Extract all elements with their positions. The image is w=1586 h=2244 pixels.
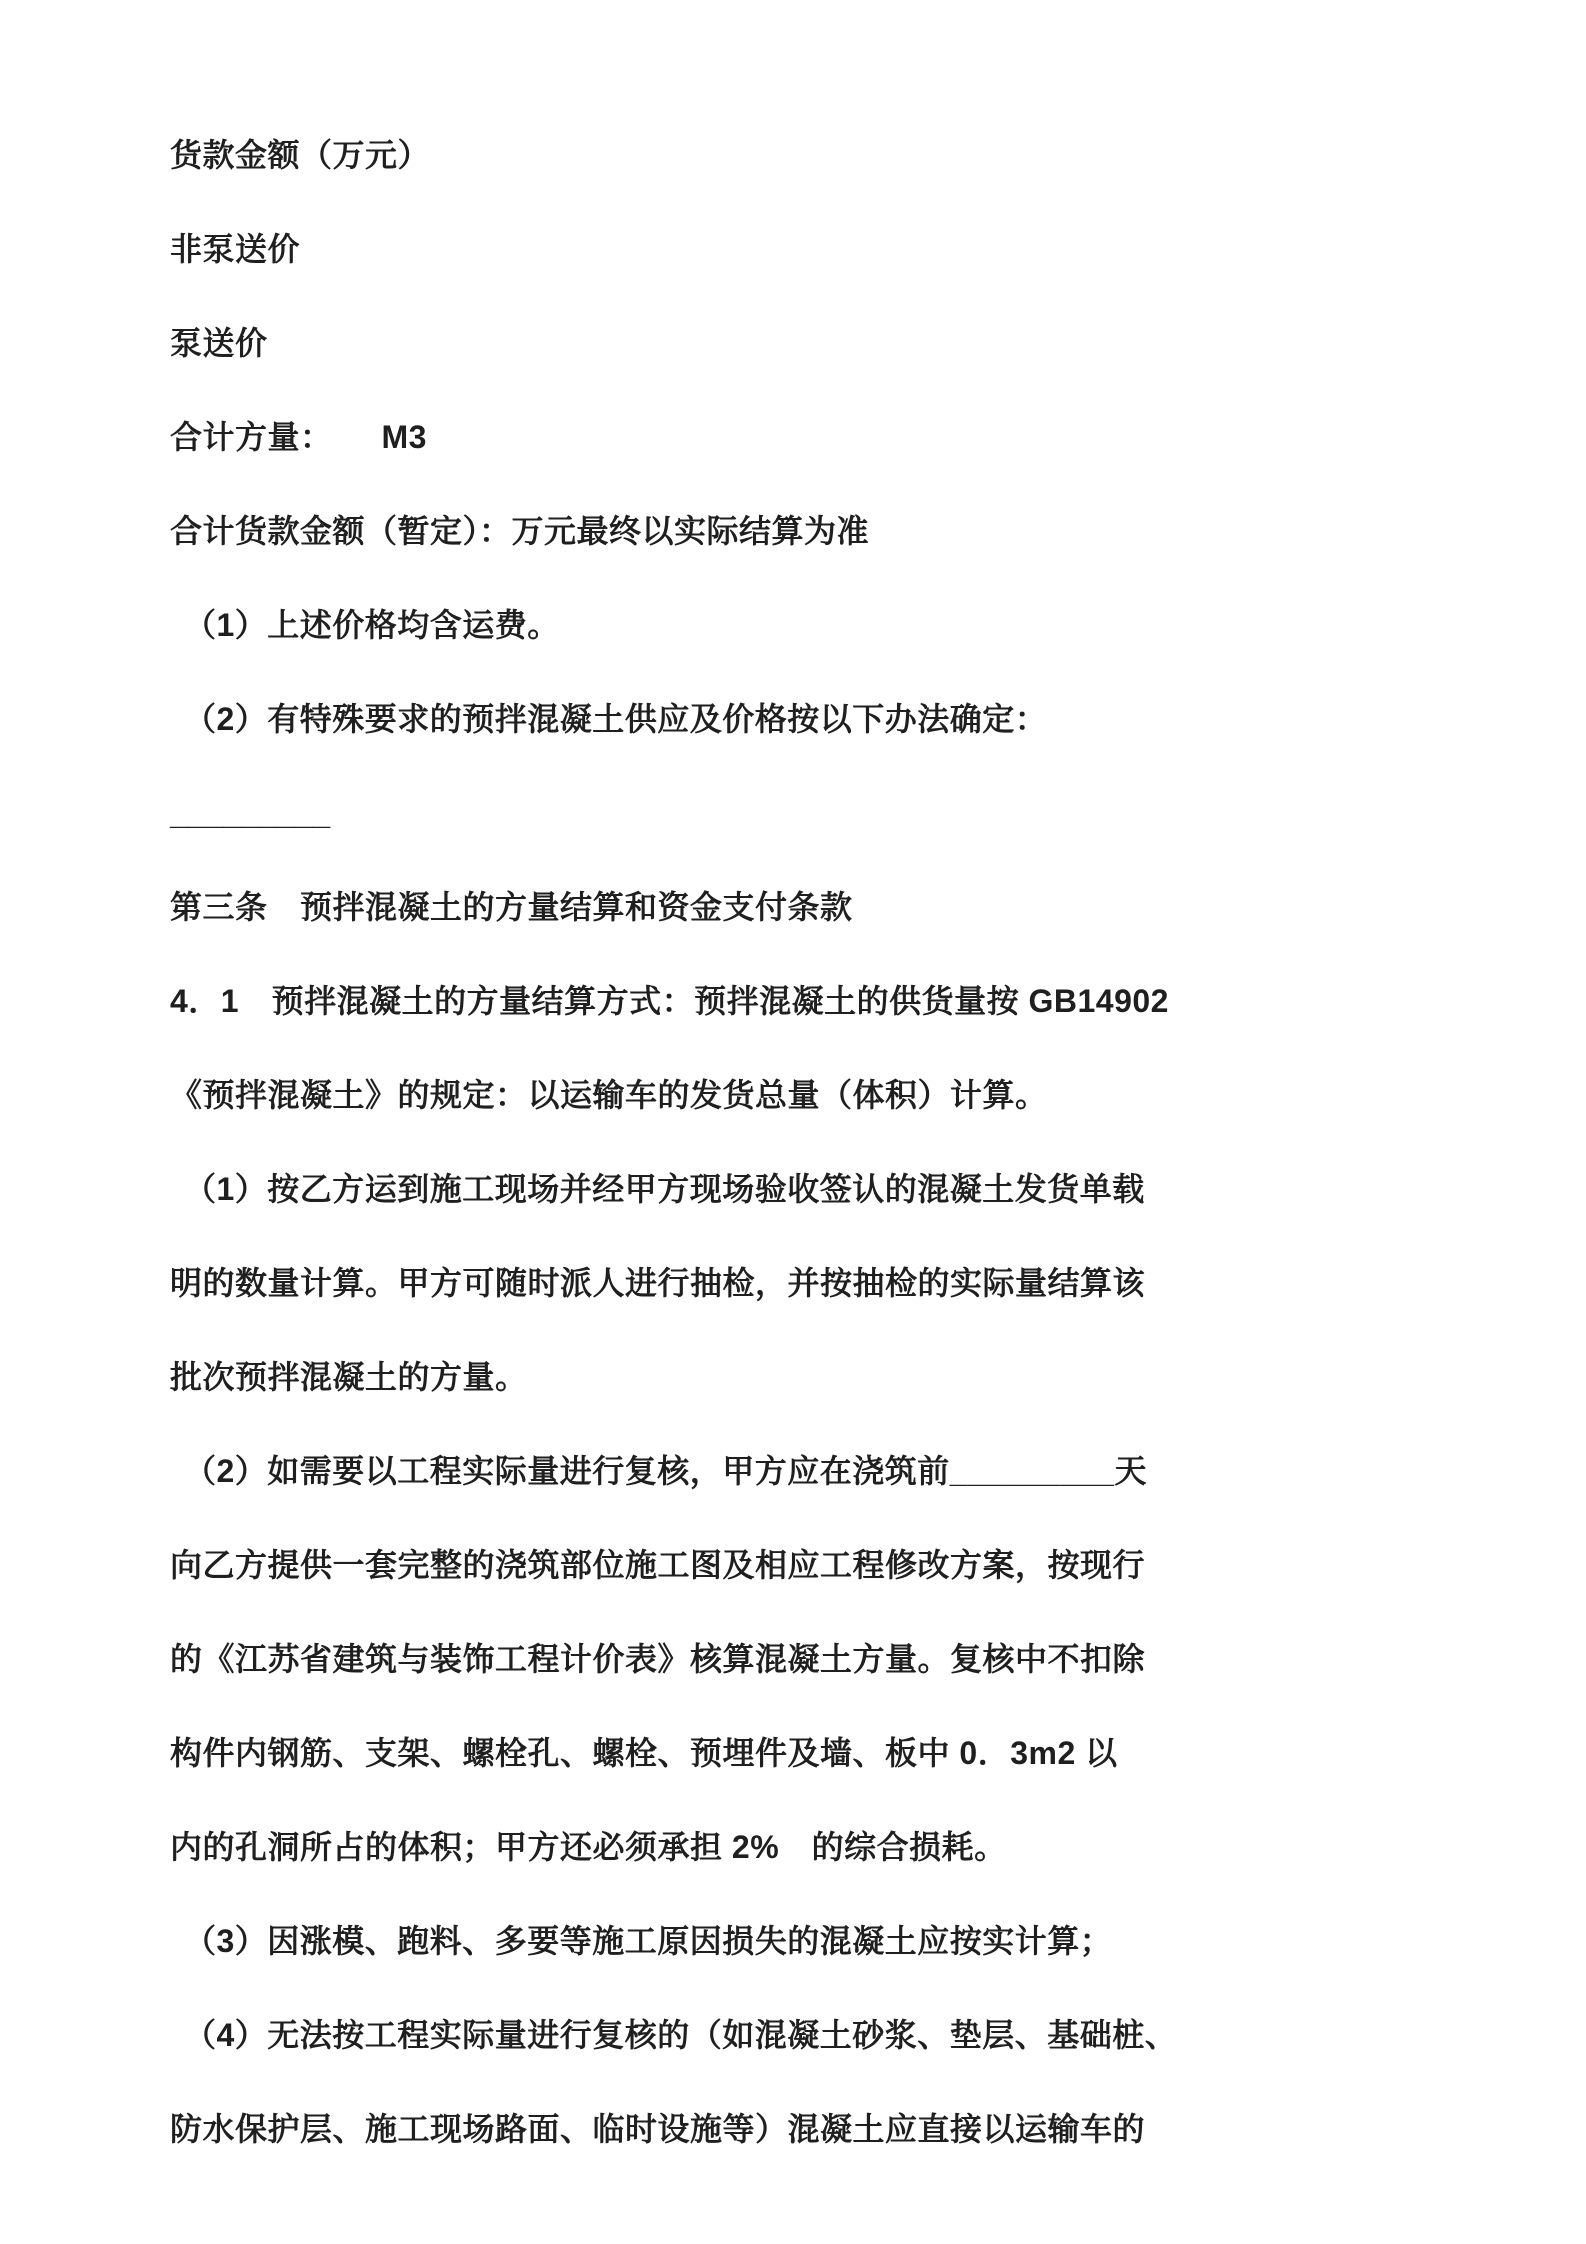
paragraph-item-1-delivery-note-line-1: （1）按乙方运到施工现场并经甲方现场验收签认的混凝土发货单载 bbox=[184, 1171, 1145, 1207]
paragraph-item-2-review-line-5: 内的孔洞所占的体积；甲方还必须承担 2% 的综合损耗。 bbox=[170, 1829, 1007, 1865]
paragraph-item-4-no-review-line-2: 防水保护层、施工现场路面、临时设施等）混凝土应直接以运输车的 bbox=[170, 2111, 1146, 2147]
paragraph-article-3-heading: 第三条 预拌混凝土的方量结算和资金支付条款 bbox=[170, 889, 853, 925]
paragraph-clause-4-1-line-1: 4．1 预拌混凝土的方量结算方式：预拌混凝土的供货量按 GB14902 bbox=[170, 983, 1169, 1019]
paragraph-non-pump-price: 非泵送价 bbox=[170, 231, 301, 267]
paragraph-total-volume: 合计方量： M3 bbox=[170, 419, 427, 455]
paragraph-payment-amount-heading: 货款金额（万元） bbox=[170, 137, 431, 173]
paragraph-item-2-special-requirements: （2）有特殊要求的预拌混凝土供应及价格按以下办法确定： bbox=[184, 701, 1048, 737]
blank-fill-line: _________ bbox=[170, 795, 331, 831]
contract-text-block bbox=[170, 108, 1436, 2176]
paragraph-item-1-delivery-note-line-3: 批次预拌混凝土的方量。 bbox=[170, 1359, 528, 1395]
paragraph-item-1-freight: （1）上述价格均含运费。 bbox=[184, 607, 560, 643]
paragraph-item-1-delivery-note-line-2: 明的数量计算。甲方可随时派人进行抽检，并按抽检的实际量结算该 bbox=[170, 1265, 1146, 1301]
paragraph-total-payment: 合计货款金额（暂定）：万元最终以实际结算为准 bbox=[170, 513, 870, 549]
paragraph-item-2-review-line-4: 构件内钢筋、支架、螺栓孔、螺栓、预埋件及墙、板中 0．3m2 以 bbox=[170, 1735, 1118, 1771]
paragraph-clause-4-1-line-2: 《预拌混凝土》的规定：以运输车的发货总量（体积）计算。 bbox=[170, 1077, 1048, 1113]
paragraph-item-2-review-line-3: 的《江苏省建筑与装饰工程计价表》核算混凝土方量。复核中不扣除 bbox=[170, 1641, 1146, 1677]
paragraph-pump-price: 泵送价 bbox=[170, 325, 268, 361]
paragraph-item-2-review-line-2: 向乙方提供一套完整的浇筑部位施工图及相应工程修改方案，按现行 bbox=[170, 1547, 1146, 1583]
paragraph-item-4-no-review-line-1: （4）无法按工程实际量进行复核的（如混凝土砂浆、垫层、基础桩、 bbox=[184, 2017, 1178, 2053]
paragraph-item-3-loss: （3）因涨模、跑料、多要等施工原因损失的混凝土应按实计算； bbox=[184, 1923, 1113, 1959]
paragraph-item-2-review-line-1: （2）如需要以工程实际量进行复核，甲方应在浇筑前_________天 bbox=[184, 1453, 1147, 1489]
